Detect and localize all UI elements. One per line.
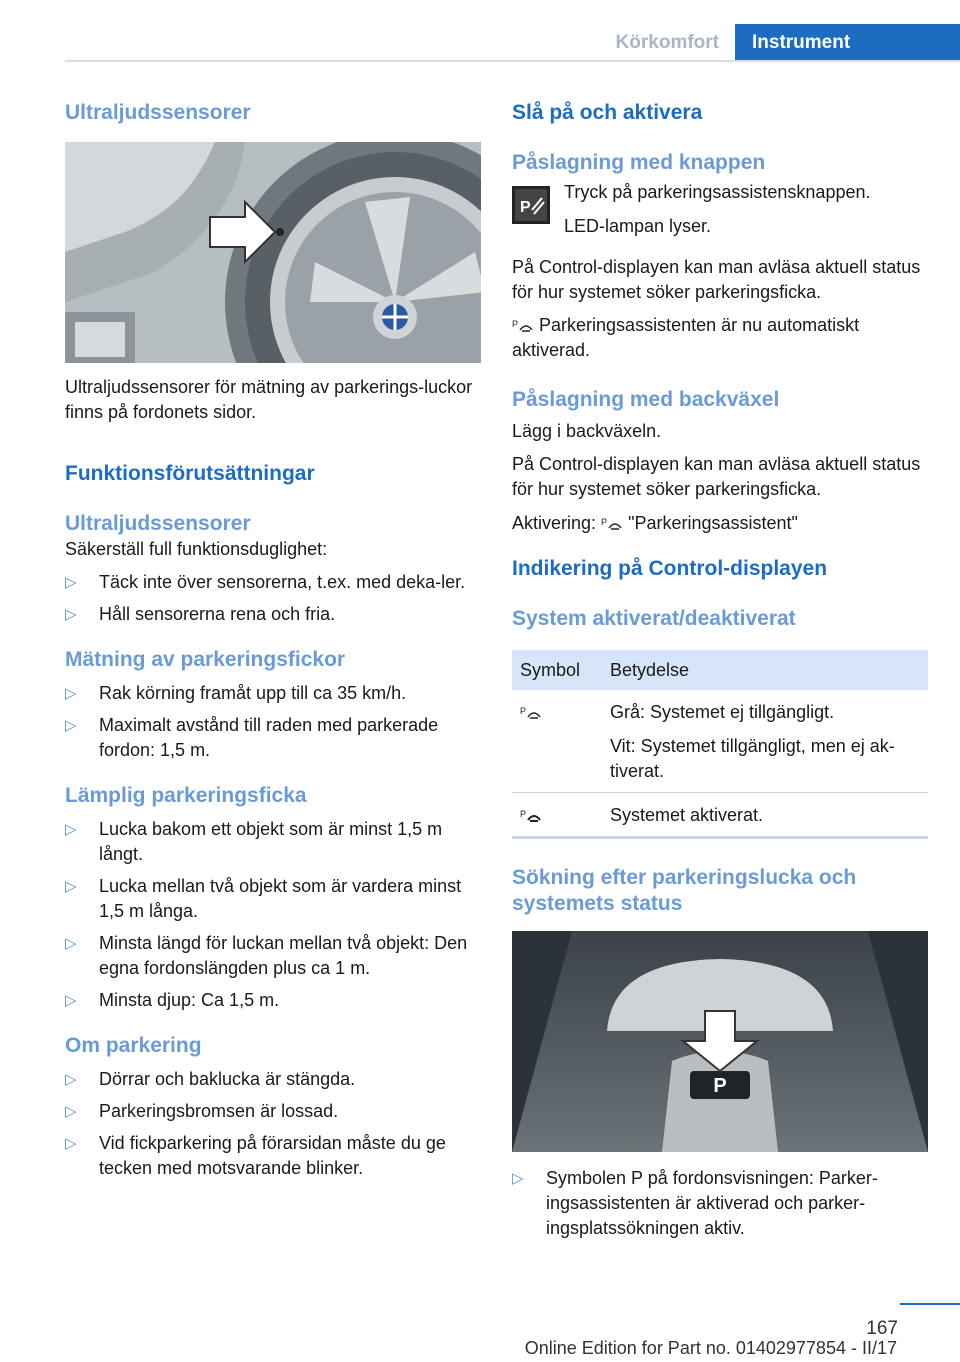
- parking-assist-icon: [520, 705, 542, 721]
- svg-text:P: P: [520, 706, 527, 717]
- header-rule: [65, 60, 960, 62]
- meaning-text: Grå: Systemet ej tillgängligt.: [610, 702, 835, 722]
- heading-suitable-space: Lämplig parkeringsficka: [65, 784, 307, 807]
- footer-rule: [900, 1303, 960, 1305]
- meaning-text: Systemet aktiverat.: [610, 805, 764, 825]
- search-list: [512, 1166, 928, 1241]
- button-instruction: [512, 180, 928, 239]
- page-header: [65, 24, 960, 62]
- list-item: ▷ Vid fickparkering på förarsidan måste du ge tecken med motsvarande blinker.: [65, 1131, 481, 1181]
- heading-parking: Om parkering: [65, 1034, 202, 1057]
- parking-assist-button-icon: [512, 186, 550, 224]
- display-photo: [512, 931, 928, 1152]
- control-display-illustration: [512, 931, 928, 1152]
- list-item: ▷ Minsta djup: Ca 1,5 m.: [65, 988, 481, 1013]
- table-row: [512, 793, 928, 838]
- sensor-caption: Ultraljudssensorer för mätning av parkerings-luckor finns på fordonets sidor.: [65, 377, 473, 422]
- heading-switch-on: Slå på och aktivera: [512, 101, 703, 124]
- heading-with-reverse: Påslagning med backväxel: [512, 388, 780, 411]
- symbol-table: [512, 650, 928, 839]
- car-wheel-illustration: [65, 142, 481, 363]
- edition-note: Online Edition for Part no. 01402977854 - II/17: [524, 1338, 897, 1358]
- svg-text:P: P: [512, 319, 519, 330]
- table-row: [512, 690, 928, 793]
- suitable-list: [65, 817, 481, 1013]
- meaning-text: Vit: Systemet tillgängligt, men ej ak-tiverat.: [610, 736, 895, 781]
- parking-assist-icon: [512, 318, 534, 334]
- activation-text: Aktivering: P "Parkeringsassistent": [512, 513, 798, 533]
- list-item: ▷ Lucka bakom ett objekt som är minst 1,5 m långt.: [65, 817, 481, 867]
- heading-ultrasonic-sensors: Ultraljudssensorer: [65, 101, 251, 124]
- list-item: ▷ Håll sensorerna rena och fria.: [65, 602, 481, 627]
- list-item: ▷ Minsta längd för luckan mellan två objekt: Den egna fordonslängden plus ca 1 m.: [65, 931, 481, 981]
- auto-activated-text: P Parkeringsassistenten är nu automatiskt aktiverad.: [512, 315, 860, 360]
- control-display-text: På Control-displayen kan man avläsa aktuell status för hur systemet söker parkeringsficka.: [512, 257, 921, 302]
- heading-with-button: Påslagning med knappen: [512, 151, 766, 174]
- parking-assist-icon: [601, 516, 623, 532]
- sensor-list: [65, 570, 481, 627]
- list-item: ▷ Täck inte över sensorerna, t.ex. med deka-ler.: [65, 570, 481, 595]
- heading-display-indication: Indikering på Control-displayen: [512, 557, 828, 580]
- heading-search-status: Sökning efter parkeringslucka och systemets status: [512, 866, 857, 915]
- list-item: ▷ Parkeringsbromsen är lossad.: [65, 1099, 481, 1124]
- heading-system-status: System aktiverat/deaktiverat: [512, 607, 796, 630]
- parking-assist-active-icon: [520, 808, 542, 824]
- list-item: ▷ Maximalt avstånd till raden med parkerade fordon: 1,5 m.: [65, 713, 481, 763]
- chapter-tab[interactable]: Instrument: [735, 24, 960, 62]
- reverse-text: Lägg i backväxeln.: [512, 421, 662, 441]
- right-column: [512, 100, 928, 1248]
- heading-functional-requirements: Funktionsförutsättningar: [65, 462, 315, 485]
- led-text: LED-lampan lyser.: [564, 216, 712, 236]
- car-p-label: P: [713, 1075, 727, 1097]
- list-item: ▷ Symbolen P på fordonsvisningen: Parker-ingsassistenten är aktiverad och parker-ingsplatssökningen aktiv.: [512, 1166, 928, 1241]
- parking-list: [65, 1067, 481, 1181]
- left-column: [65, 100, 481, 1188]
- table-header: Symbol: [512, 650, 602, 690]
- section-label: Körkomfort: [615, 32, 719, 53]
- sensor-photo: [65, 142, 481, 363]
- ensure-text: Säkerställ full funktionsduglighet:: [65, 539, 328, 559]
- heading-measuring-spaces: Mätning av parkeringsfickor: [65, 648, 346, 671]
- list-item: ▷ Lucka mellan två objekt som är vardera minst 1,5 m långa.: [65, 874, 481, 924]
- svg-text:P: P: [601, 517, 608, 528]
- heading-ultrasonic-sensors-2: Ultraljudssensorer: [65, 512, 251, 535]
- press-text: Tryck på parkeringsassistensknappen.: [564, 182, 871, 202]
- control-display-text-2: På Control-displayen kan man avläsa aktuell status för hur systemet söker parkeringsficka.: [512, 454, 921, 499]
- svg-text:P: P: [520, 199, 531, 216]
- table-header: Betydelse: [602, 650, 928, 690]
- list-item: ▷ Rak körning framåt upp till ca 35 km/h.: [65, 681, 481, 706]
- svg-text:P: P: [520, 809, 527, 820]
- measure-list: [65, 681, 481, 763]
- page-number: 167: [866, 1318, 898, 1339]
- list-item: ▷ Dörrar och baklucka är stängda.: [65, 1067, 481, 1092]
